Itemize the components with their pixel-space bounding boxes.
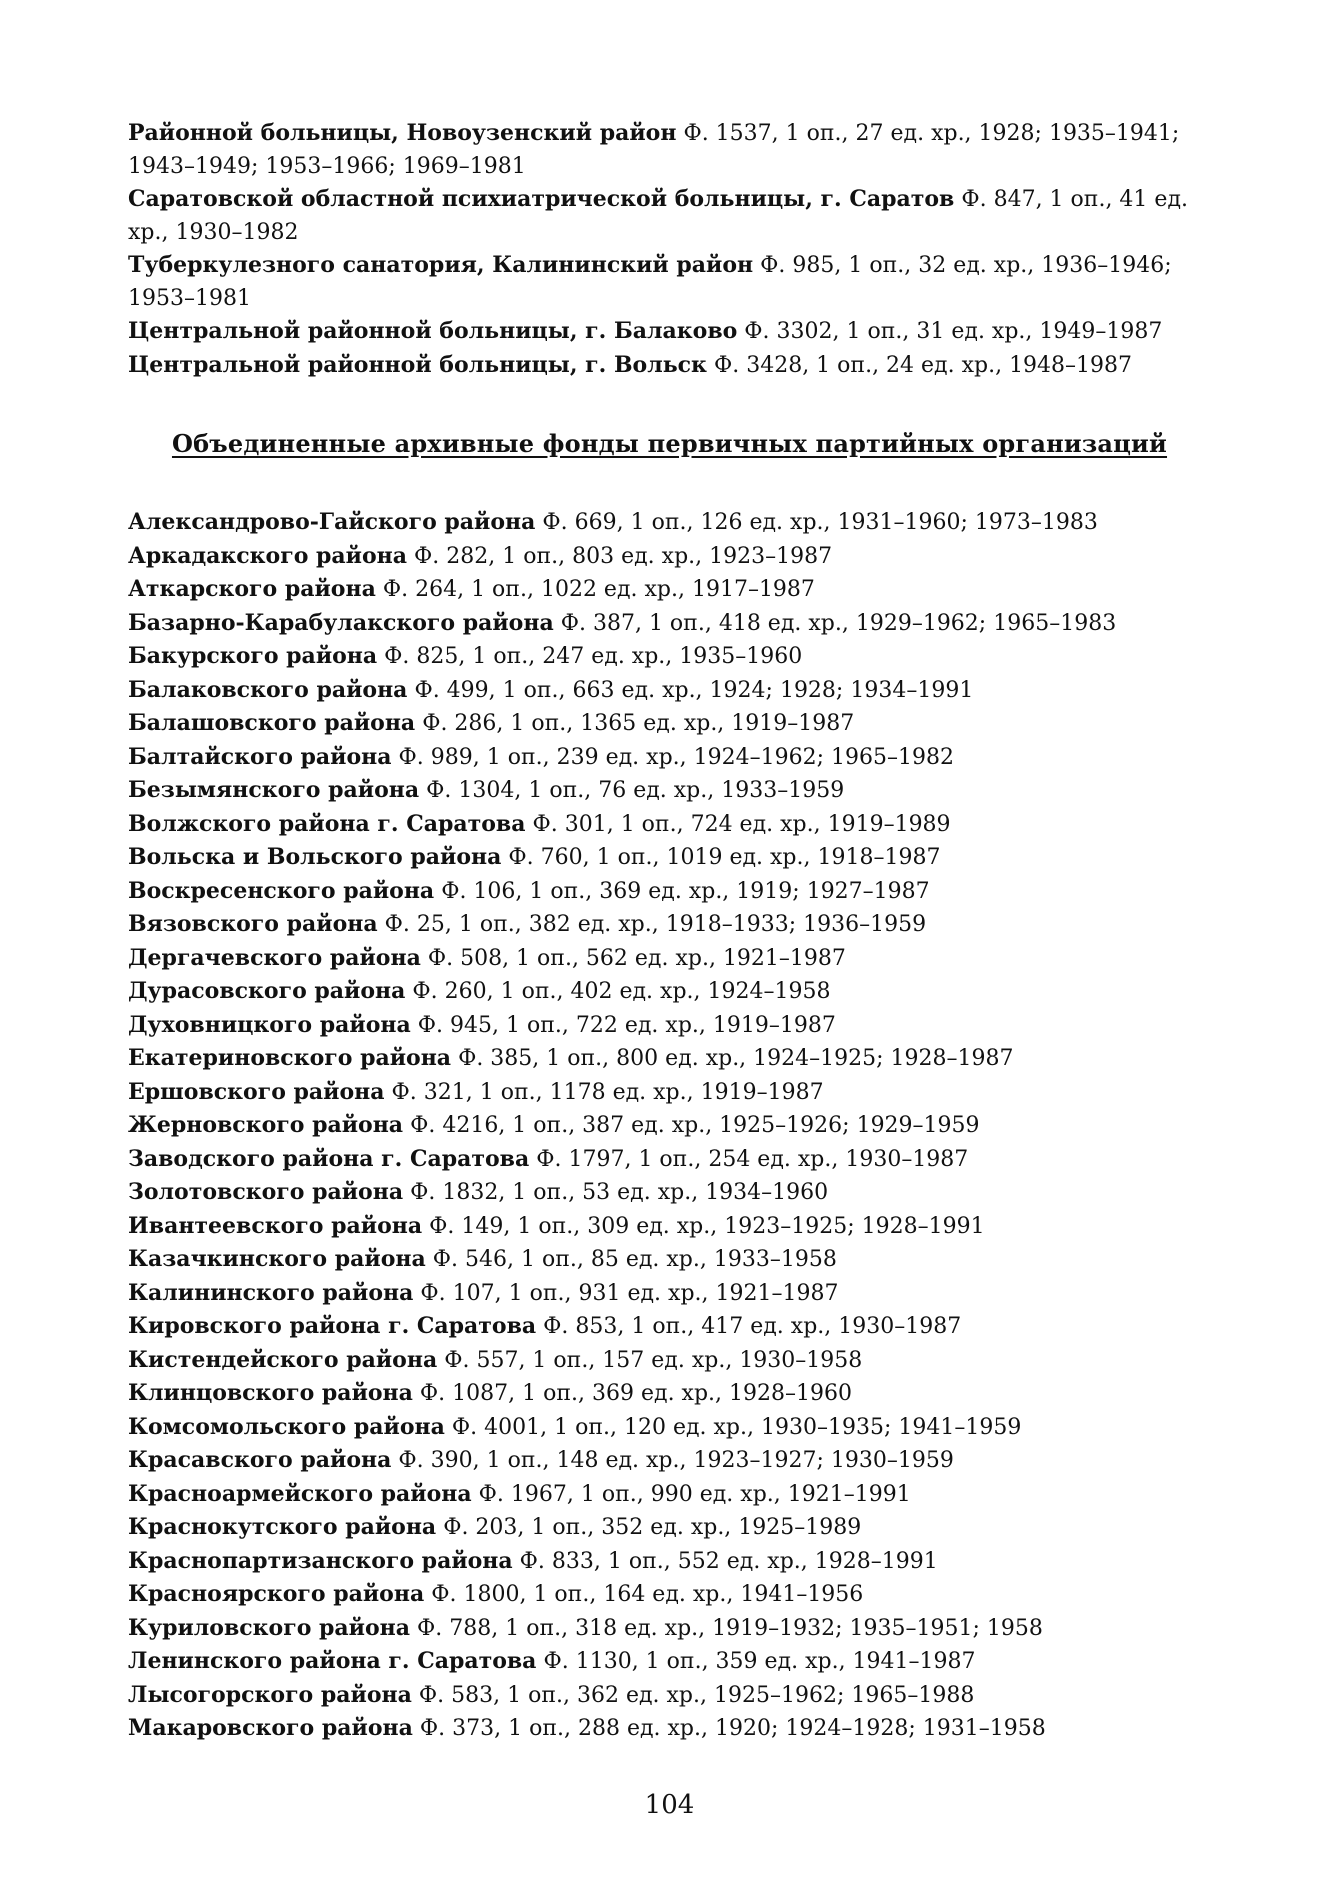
fond-details: Ф. 1800, 1 оп., 164 ед. хр., 1941–1956 — [431, 1582, 864, 1607]
list-item — [128, 315, 1228, 349]
fond-details: Ф. 390, 1 оп., 148 ед. хр., 1923–1927; 1930–1959 — [398, 1448, 954, 1473]
fond-name: Центральной районной больницы, г. Балаково — [128, 318, 738, 344]
list-item — [128, 573, 1228, 607]
fond-name: Екатериновского района — [128, 1045, 452, 1071]
fond-name: Ершовского района — [128, 1078, 385, 1105]
list-item — [128, 908, 1228, 942]
fond-details: Ф. 853, 1 оп., 417 ед. хр., 1930–1987 — [543, 1314, 962, 1339]
fond-details: Ф. 825, 1 оп., 247 ед. хр., 1935–1960 — [384, 644, 803, 669]
fond-name: Центральной районной больницы, г. Вольск — [128, 351, 707, 378]
fond-name: Жерновского района — [128, 1112, 404, 1138]
fond-name: Александрово-Гайского района — [128, 509, 536, 535]
list-item — [128, 975, 1228, 1009]
fond-details: Ф. 583, 1 оп., 362 ед. хр., 1925–1962; 1965–1988 — [418, 1682, 975, 1708]
fond-name: Казачкинского района — [128, 1246, 426, 1272]
fond-details: Ф. 1967, 1 оп., 990 ед. хр., 1921–1991 — [478, 1481, 911, 1507]
fond-details: Ф. 387, 1 оп., 418 ед. хр., 1929–1962; 1965–1983 — [560, 610, 1117, 636]
list-item — [128, 1042, 1228, 1076]
fond-details: Ф. 373, 1 оп., 288 ед. хр., 1920; 1924–1928; 1931–1958 — [419, 1716, 1046, 1741]
fond-name: Аркадакского района — [128, 542, 408, 569]
list-item — [128, 349, 1228, 383]
fond-details: Ф. 1537, 1 оп., 27 ед. хр., 1928; 1935–1941; 1943–1949; 1953–1966; 1969–1981 — [128, 121, 1180, 179]
list-item — [128, 1478, 1228, 1512]
fond-details: Ф. 286, 1 оп., 1365 ед. хр., 1919–1987 — [422, 711, 855, 736]
section-heading: Объединенные архивные фонды первичных партийных организаций — [171, 429, 1168, 458]
fond-details: Ф. 557, 1 оп., 157 ед. хр., 1930–1958 — [444, 1347, 863, 1373]
fond-name: Кировского района г. Саратова — [128, 1313, 537, 1339]
fond-name: Золотовского района — [128, 1179, 404, 1205]
fond-details: Ф. 508, 1 оп., 562 ед. хр., 1921–1987 — [427, 945, 846, 971]
list-item — [128, 1009, 1228, 1043]
fond-details: Ф. 1087, 1 оп., 369 ед. хр., 1928–1960 — [419, 1381, 853, 1406]
list-item — [128, 1444, 1228, 1478]
list-item — [128, 707, 1228, 741]
fond-details: Ф. 788, 1 оп., 318 ед. хр., 1919–1932; 1935–1951; 1958 — [417, 1615, 1043, 1641]
fond-details: Ф. 260, 1 оп., 402 ед. хр., 1924–1958 — [412, 979, 831, 1004]
fond-details: Ф. 264, 1 оп., 1022 ед. хр., 1917–1987 — [382, 577, 815, 602]
fond-details: Ф. 1797, 1 оп., 254 ед. хр., 1930–1987 — [536, 1146, 969, 1172]
fond-name: Балтайского района — [128, 743, 392, 770]
fond-name: Дергачевского района — [128, 944, 421, 971]
fond-name: Краснопартизанского района — [128, 1547, 513, 1574]
fond-name: Краснoярского района — [128, 1581, 425, 1607]
list-item — [128, 1344, 1228, 1378]
list-item — [128, 1545, 1228, 1579]
party-fonds-list — [128, 506, 1228, 1746]
list-item — [128, 249, 1228, 315]
list-item — [128, 774, 1228, 808]
list-item — [128, 506, 1228, 540]
fond-name: Лысогорского района — [128, 1681, 412, 1708]
fond-name: Бакурского района — [128, 643, 378, 669]
fond-name: Заводского района г. Саратова — [128, 1145, 530, 1172]
fond-details: Ф. 385, 1 оп., 800 ед. хр., 1924–1925; 1928–1987 — [458, 1046, 1014, 1071]
fond-name: Туберкулезного санатория, Калининский район — [128, 252, 754, 278]
fond-details: Ф. 546, 1 оп., 85 ед. хр., 1933–1958 — [432, 1247, 837, 1272]
fond-details: Ф. 985, 1 оп., 32 ед. хр., 1936–1946; 1953–1981 — [128, 253, 1172, 311]
fond-name: Районной больницы, Новоузенский район — [128, 120, 677, 146]
fond-name: Кистендейского района — [128, 1346, 438, 1373]
fond-details: Ф. 203, 1 оп., 352 ед. хр., 1925–1989 — [443, 1515, 862, 1540]
fond-name: Дурасовского района — [128, 978, 406, 1004]
fond-details: Ф. 149, 1 оп., 309 ед. хр., 1923–1925; 1928–1991 — [429, 1213, 985, 1239]
fond-details: Ф. 321, 1 оп., 1178 ед. хр., 1919–1987 — [391, 1079, 824, 1105]
fond-details: Ф. 833, 1 оп., 552 ед. хр., 1928–1991 — [519, 1548, 938, 1574]
fond-details: Ф. 945, 1 оп., 722 ед. хр., 1919–1987 — [417, 1012, 836, 1038]
list-item — [128, 1712, 1228, 1746]
fond-name: Духовницкого района — [128, 1011, 411, 1038]
fond-details: Ф. 25, 1 оп., 382 ед. хр., 1918–1933; 1936–1959 — [384, 912, 927, 937]
fond-details: Ф. 1304, 1 оп., 76 ед. хр., 1933–1959 — [426, 778, 845, 803]
list-item — [128, 1076, 1228, 1110]
fond-name: Воскресенского района — [128, 877, 435, 904]
fond-name: Волжского района г. Саратова — [128, 810, 526, 837]
fond-details: Ф. 3428, 1 оп., 24 ед. хр., 1948–1987 — [713, 352, 1133, 378]
list-item — [128, 1143, 1228, 1177]
list-item — [128, 607, 1228, 641]
list-item — [128, 1243, 1228, 1277]
fond-details: Ф. 989, 1 оп., 239 ед. хр., 1924–1962; 1965–1982 — [398, 744, 954, 770]
list-item — [128, 1411, 1228, 1445]
list-item — [128, 183, 1228, 249]
fond-details: Ф. 282, 1 оп., 803 ед. хр., 1923–1987 — [414, 543, 833, 569]
fond-name: Базарно-Карабулакского района — [128, 609, 554, 636]
list-item — [128, 1578, 1228, 1612]
list-item — [128, 1645, 1228, 1679]
fond-details: Ф. 669, 1 оп., 126 ед. хр., 1931–1960; 1973–1983 — [542, 510, 1098, 535]
list-item — [128, 1612, 1228, 1646]
page-number: 104 — [644, 1790, 695, 1820]
fond-name: Ивантеевского района — [128, 1212, 423, 1239]
fond-details: Ф. 107, 1 оп., 931 ед. хр., 1921–1987 — [420, 1280, 839, 1306]
fond-details: Ф. 3302, 1 оп., 31 ед. хр., 1949–1987 — [744, 319, 1163, 344]
list-item — [128, 741, 1228, 775]
fond-name: Калининского района — [128, 1279, 414, 1306]
fond-name: Аткарского района — [128, 576, 376, 602]
fond-name: Вязовского района — [128, 911, 378, 937]
fond-details: Ф. 847, 1 оп., 41 ед. хр., 1930–1982 — [128, 187, 1188, 245]
fond-name: Куриловского района — [128, 1614, 411, 1641]
list-item — [128, 1377, 1228, 1411]
fond-name: Красавского района — [128, 1447, 392, 1473]
fond-details: Ф. 4216, 1 оп., 387 ед. хр., 1925–1926; 1929–1959 — [410, 1113, 980, 1138]
list-item — [128, 1310, 1228, 1344]
fond-name: Клинцовского района — [128, 1380, 413, 1406]
list-item — [128, 1511, 1228, 1545]
fond-name: Саратовской областной психиатрической больницы, г. Саратов — [128, 186, 955, 212]
list-item — [128, 1210, 1228, 1244]
fond-name: Макаровского района — [128, 1715, 413, 1741]
list-item — [128, 942, 1228, 976]
list-item — [128, 808, 1228, 842]
list-item — [128, 1277, 1228, 1311]
list-item — [128, 117, 1228, 183]
fond-name: Балаковского района — [128, 676, 408, 703]
fond-details: Ф. 301, 1 оп., 724 ед. хр., 1919–1989 — [532, 811, 951, 837]
list-item — [128, 540, 1228, 574]
fond-name: Комсомольского района — [128, 1413, 445, 1440]
fond-name: Ленинского района г. Саратова — [128, 1648, 537, 1674]
fond-details: Ф. 4001, 1 оп., 120 ед. хр., 1930–1935; 1941–1959 — [451, 1414, 1022, 1440]
list-item — [128, 1679, 1228, 1713]
hospital-fonds-list — [128, 117, 1228, 382]
list-item — [128, 875, 1228, 909]
list-item — [128, 640, 1228, 674]
fond-name: Балашовского района — [128, 710, 416, 736]
fond-details: Ф. 106, 1 оп., 369 ед. хр., 1919; 1927–1987 — [441, 878, 930, 904]
fond-name: Безымянского района — [128, 777, 420, 803]
fond-details: Ф. 1130, 1 оп., 359 ед. хр., 1941–1987 — [543, 1649, 976, 1674]
list-item — [128, 674, 1228, 708]
fond-details: Ф. 760, 1 оп., 1019 ед. хр., 1918–1987 — [508, 845, 941, 870]
fond-name: Краснокутского района — [128, 1514, 437, 1540]
fond-details: Ф. 499, 1 оп., 663 ед. хр., 1924; 1928; 1934–1991 — [414, 677, 974, 703]
fond-name: Красноармейского района — [128, 1480, 472, 1507]
list-item — [128, 841, 1228, 875]
list-item — [128, 1176, 1228, 1210]
list-item — [128, 1109, 1228, 1143]
fond-details: Ф. 1832, 1 оп., 53 ед. хр., 1934–1960 — [410, 1180, 829, 1205]
fond-name: Вольска и Вольского района — [128, 844, 502, 870]
